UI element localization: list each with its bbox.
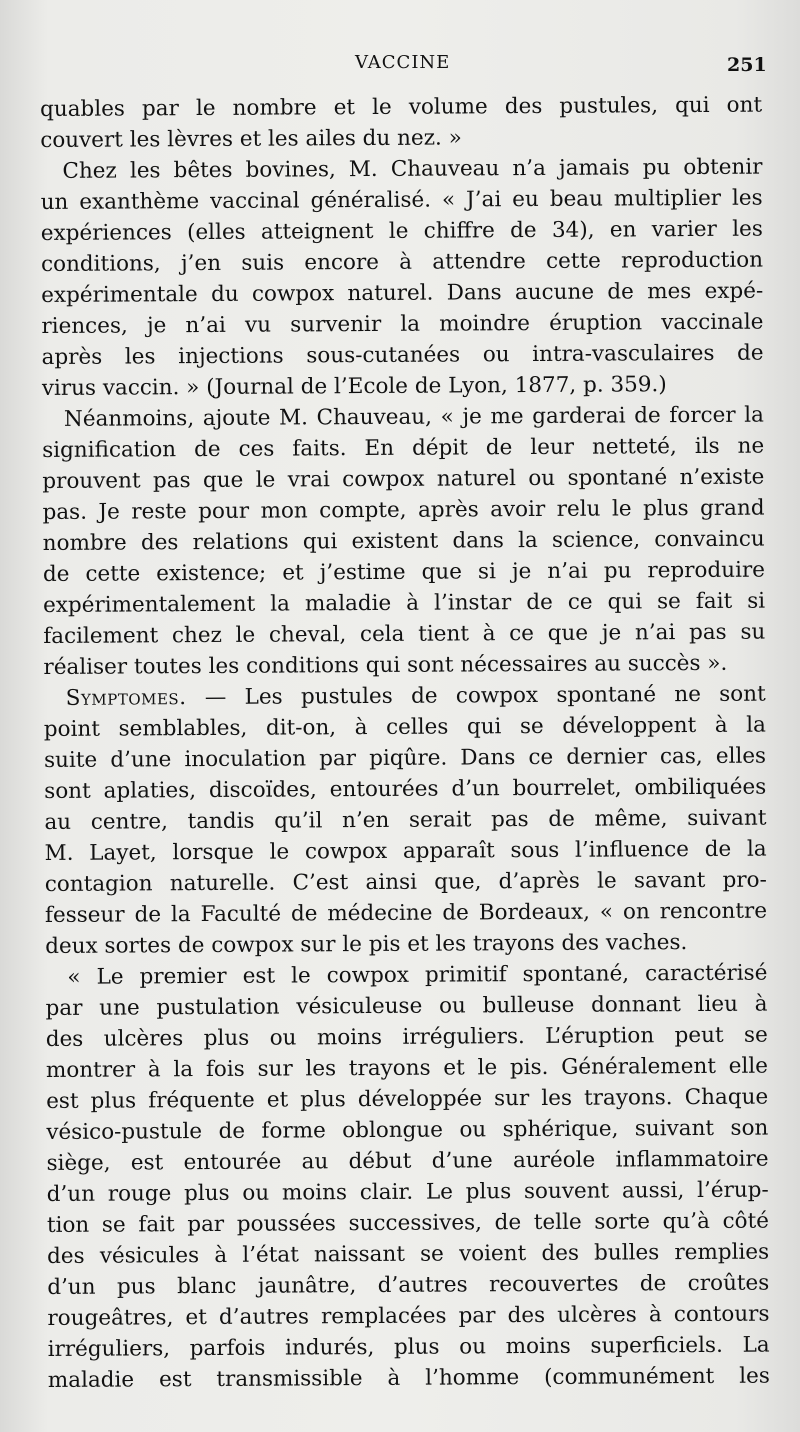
text-line: virus vaccin. » (Journal de l’Ecole de Lyon, 1877, p. 359.) bbox=[41, 372, 667, 401]
text-line: fesseur de la Faculté de médecine de Bordeaux, « on rencontre bbox=[44, 898, 768, 928]
text-line: montrer à la fois sur les trayons et le pis. Généralement elle bbox=[45, 1053, 769, 1083]
text-line: irréguliers, parfois indurés, plus ou moins superficiels. La bbox=[47, 1332, 770, 1362]
text-line: d’un pus blanc jaunâtre, d’autres recouvertes de croûtes bbox=[47, 1270, 770, 1300]
text-line: maladie est transmissible à l’homme (communément les bbox=[47, 1363, 770, 1393]
text-line bbox=[44, 679, 766, 714]
paragraph bbox=[40, 90, 762, 156]
running-head: VACCINE bbox=[355, 52, 451, 73]
text-line: vésico-pustule de forme oblongue ou sphérique, suivant son bbox=[46, 1115, 769, 1145]
text-line: d’un rouge plus ou moins clair. Le plus souvent aussi, l’érup- bbox=[46, 1177, 769, 1207]
text-line: tion se fait par poussées successives, de telle sorte qu’à côté bbox=[46, 1208, 769, 1238]
paragraph bbox=[45, 958, 770, 1396]
text-line: quables par le nombre et le volume des pustules, qui ont bbox=[40, 92, 763, 122]
text-line: des ulcères plus ou moins irréguliers. L’éruption peut se bbox=[45, 1022, 768, 1052]
text-line: au centre, tandis qu’il n’en serait pas de même, suivant bbox=[44, 805, 767, 835]
text-line: Chez les bêtes bovines, M. Chauveau n’a jamais pu obtenir bbox=[62, 154, 763, 184]
text-line: deux sortes de cowpox sur le pis et les trayons des vaches. bbox=[45, 930, 688, 959]
text-line: Néanmoins, ajoute M. Chauveau, « je me garderai de forcer la bbox=[63, 402, 765, 432]
text-line: est plus fréquente et plus développée sur les trayons. Chaque bbox=[46, 1084, 769, 1114]
text-fragment: — Les pustules de cowpox spontané ne sont bbox=[204, 681, 766, 711]
text-line: signification de ces faits. En dépit de leur netteté, ils ne bbox=[42, 433, 765, 463]
text-line: de cette existence; et j’estime que si je n’ai pu reproduire bbox=[42, 557, 765, 587]
text-line: après les injections sous-cutanées ou intra-vasculaires de bbox=[41, 340, 764, 370]
body-text bbox=[40, 90, 770, 1396]
text-line: riences, je n’ai vu survenir la moindre éruption vaccinale bbox=[41, 309, 764, 339]
text-line: conditions, j’en suis encore à attendre cette reproduction bbox=[40, 247, 764, 277]
text-line: sont aplaties, discoïdes, entourées d’un bourrelet, ombiliquées bbox=[44, 774, 767, 804]
text-line: par une pustulation vésiculeuse ou bulleuse donnant lieu à bbox=[45, 991, 768, 1021]
text-line: siège, est entourée au début d’une auréole inflammatoire bbox=[46, 1146, 769, 1176]
text-line: point semblables, dit-on, à celles qui se développent à la bbox=[43, 712, 766, 742]
paragraph bbox=[40, 152, 764, 404]
section-lead: Symptomes. bbox=[65, 685, 187, 711]
text-line: un exanthème vaccinal généralisé. « J’ai eu beau multiplier les bbox=[40, 185, 763, 215]
text-line: des vésicules à l’état naissant se voient des bulles remplies bbox=[47, 1239, 770, 1269]
text-line: nombre des relations qui existent dans la science, convaincu bbox=[42, 526, 765, 556]
text-line: « Le premier est le cowpox primitif spontané, caractérisé bbox=[67, 960, 768, 990]
paragraph bbox=[44, 679, 768, 962]
text-line: pas. Je reste pour mon compte, après avoir relu le plus grand bbox=[42, 495, 765, 525]
text-line: contagion naturelle. C’est ainsi que, d’après le savant pro- bbox=[44, 867, 767, 897]
text-line: expérimentale du cowpox naturel. Dans aucune de mes expé- bbox=[41, 278, 764, 308]
text-line: expérimentalement la maladie à l’instar de ce qui se fait si bbox=[43, 588, 766, 618]
paragraph bbox=[42, 400, 766, 683]
page-number: 251 bbox=[727, 54, 767, 76]
text-line: facilement chez le cheval, cela tient à ce que je n’ai pas su bbox=[43, 619, 766, 649]
text-line: couvert les lèvres et les ailes du nez. » bbox=[40, 125, 462, 153]
text-line: expériences (elles atteignent le chiffre de 34), en varier les bbox=[40, 216, 763, 246]
text-line: M. Layet, lorsque le cowpox apparaît sous l’influence de la bbox=[44, 836, 767, 866]
text-line: réaliser toutes les conditions qui sont nécessaires au succès ». bbox=[43, 650, 728, 680]
text-line: rougeâtres, et d’autres remplacées par des ulcères à contours bbox=[47, 1301, 770, 1331]
page-header bbox=[0, 52, 800, 80]
text-line: prouvent pas que le vrai cowpox naturel ou spontané n’existe bbox=[42, 464, 765, 494]
text-line: suite d’une inoculation par piqûre. Dans ce dernier cas, elles bbox=[43, 743, 767, 773]
